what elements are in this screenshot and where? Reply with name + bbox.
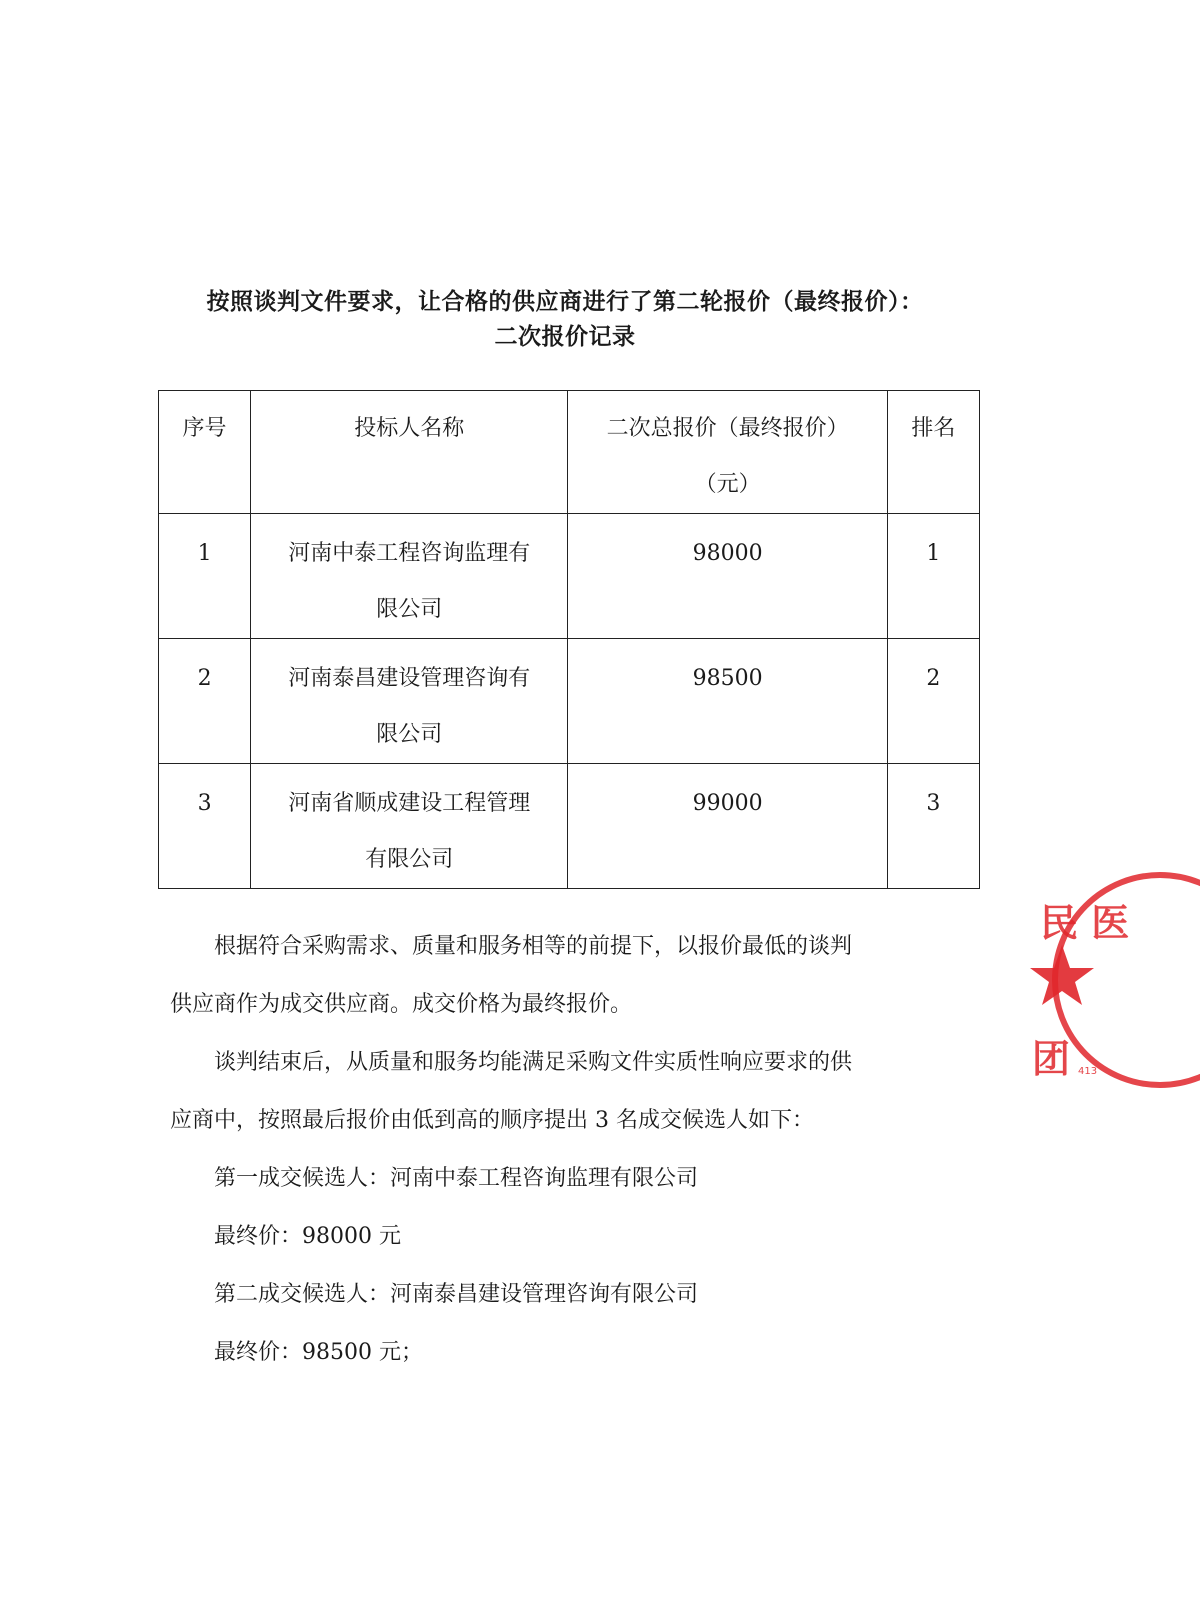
row-rank: 1 [887,514,979,639]
row-price: 98500 [568,639,887,764]
official-seal-stamp [1032,850,1200,1110]
row-bidder-name [251,764,568,889]
header-index: 序号 [159,391,251,514]
row-price: 99000 [568,764,887,889]
first-candidate-price: 最终价：98000 元 [214,1224,401,1249]
bidder-name-line1: 河南泰昌建设管理咨询有 [288,666,531,691]
row-index: 2 [159,639,251,764]
second-candidate: 第二成交候选人：河南泰昌建设管理咨询有限公司 [214,1282,699,1307]
header-rank: 排名 [887,391,979,514]
table-row [159,514,980,639]
seal-star-icon [1030,945,1094,1005]
section-heading: 按照谈判文件要求，让合格的供应商进行了第二轮报价（最终报价）： [206,289,924,315]
header-price [568,391,887,514]
paragraph-line: 根据符合采购需求、质量和服务相等的前提下，以报价最低的谈判 [214,934,853,959]
bidder-name-line2: 限公司 [376,722,443,747]
row-bidder-name [251,514,568,639]
row-index: 3 [159,764,251,889]
bidder-name-line2: 有限公司 [365,847,454,872]
table-header-row [159,391,980,514]
selection-rule-paragraph [170,918,970,1382]
bidder-name-line1: 河南省顺成建设工程管理 [288,791,531,816]
quote-table [158,390,980,889]
row-rank: 3 [887,764,979,889]
header-price-line1: 二次总报价（最终报价） [606,416,849,441]
table-row [159,639,980,764]
table-title: 二次报价记录 [494,324,636,350]
header-bidder: 投标人名称 [251,391,568,514]
row-index: 1 [159,514,251,639]
paragraph-line: 谈判结束后，从质量和服务均能满足采购文件实质性响应要求的供 [214,1050,853,1075]
seal-bottom-char: 团 [1032,1037,1071,1081]
header-price-line2: （元） [694,472,761,497]
row-rank: 2 [887,639,979,764]
row-price: 98000 [568,514,887,639]
bidder-name-line1: 河南中泰工程咨询监理有 [288,541,531,566]
first-candidate: 第一成交候选人：河南中泰工程咨询监理有限公司 [214,1166,699,1191]
paragraph-line: 供应商作为成交供应商。成交价格为最终报价。 [170,992,633,1017]
second-candidate-price: 最终价：98500 元； [214,1340,423,1365]
bidder-name-line2: 限公司 [376,597,443,622]
paragraph-line: 应商中，按照最后报价由低到高的顺序提出 3 名成交候选人如下： [170,1108,814,1133]
seal-top-chars: 民 医 [1040,901,1130,945]
table-row [159,764,980,889]
row-bidder-name [251,639,568,764]
seal-code: 413 [1078,1066,1098,1077]
